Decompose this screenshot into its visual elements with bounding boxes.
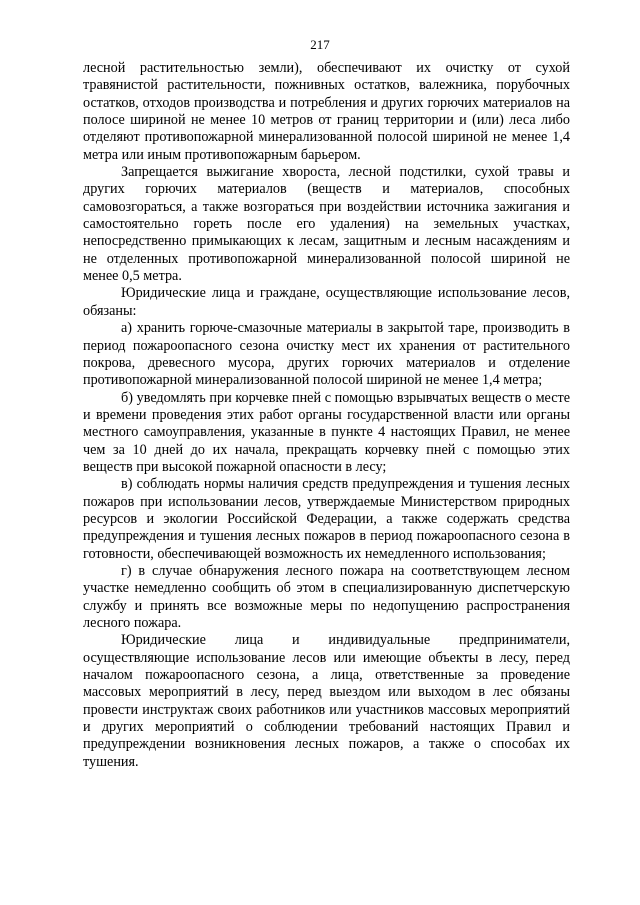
document-body: [83, 60, 570, 771]
page-number: 217: [310, 37, 330, 52]
paragraph-item-a: а) хранить горюче-смазочные материалы в закрытой таре, производить в период пожароопасного сезона очистку мест их хранения от растительного покрова, древесного мусора, других горючих материалов и отделение противопожарной минерализованной полосой шириной не менее 1,4 метра;: [83, 320, 570, 389]
paragraph-burning-prohibition: Запрещается выжигание хвороста, лесной подстилки, сухой травы и других горючих материалов (веществ и материалов, способных самовозгораться, а также возгораться при воздействии источника зажигания и самостоятельно гореть после его удаления) на земельных участках, непосредственно примыкающих к лесам, защитным и лесным насаждениям и не отделенных противопожарной минерализованной полосой шириной не менее 0,5 метра.: [83, 164, 570, 285]
paragraph-item-v: в) соблюдать нормы наличия средств предупреждения и тушения лесных пожаров при использовании лесов, утверждаемые Министерством природных ресурсов и экологии Российской Федерации, а также содержать средства предупреждения и тушения лесных пожаров в период пожароопасного сезона в готовности, обеспечивающей возможность их немедленного использования;: [83, 476, 570, 562]
paragraph-item-g: г) в случае обнаружения лесного пожара на соответствующем лесном участке немедленно сообщить об этом в специализированную диспетчерскую службу и принять все возможные меры по недопущению распространения лесного пожара.: [83, 562, 570, 631]
paragraph-obligations-intro: Юридические лица и граждане, осуществляющие использование лесов, обязаны:: [83, 285, 570, 319]
paragraph-continuation: лесной растительностью земли), обеспечивают их очистку от сухой травянистой растительности, пожнивных остатков, валежника, порубочных остатков, отходов производства и потребления и других горючих материалов на полосе шириной не менее 10 метров от границ территории и (или) леса либо отделяют противопожарной минерализованной полосой шириной не менее 1,4 метра или иным противопожарным барьером.: [83, 60, 570, 163]
paragraph-instruction-duty: Юридические лица и индивидуальные предприниматели, осуществляющие использование лесов или имеющие объекты в лесу, перед началом пожароопасного сезона, а лица, ответственные за проведение массовых мероприятий в лесу, перед выездом или выходом в лес обязаны провести инструктаж своих работников или участников массовых мероприятий и других мероприятий о соблюдении требований настоящих Правил и предупреждении возникновения лесных пожаров, а также о способах их тушения.: [83, 632, 570, 770]
paragraph-item-b: б) уведомлять при корчевке пней с помощью взрывчатых веществ о месте и времени проведения этих работ органы государственной власти или органы местного самоуправления, указанные в пункте 4 настоящих Правил, не менее чем за 10 дней до их начала, прекращать корчевку пней с помощью этих веществ при высокой пожарной опасности в лесу;: [83, 389, 570, 475]
